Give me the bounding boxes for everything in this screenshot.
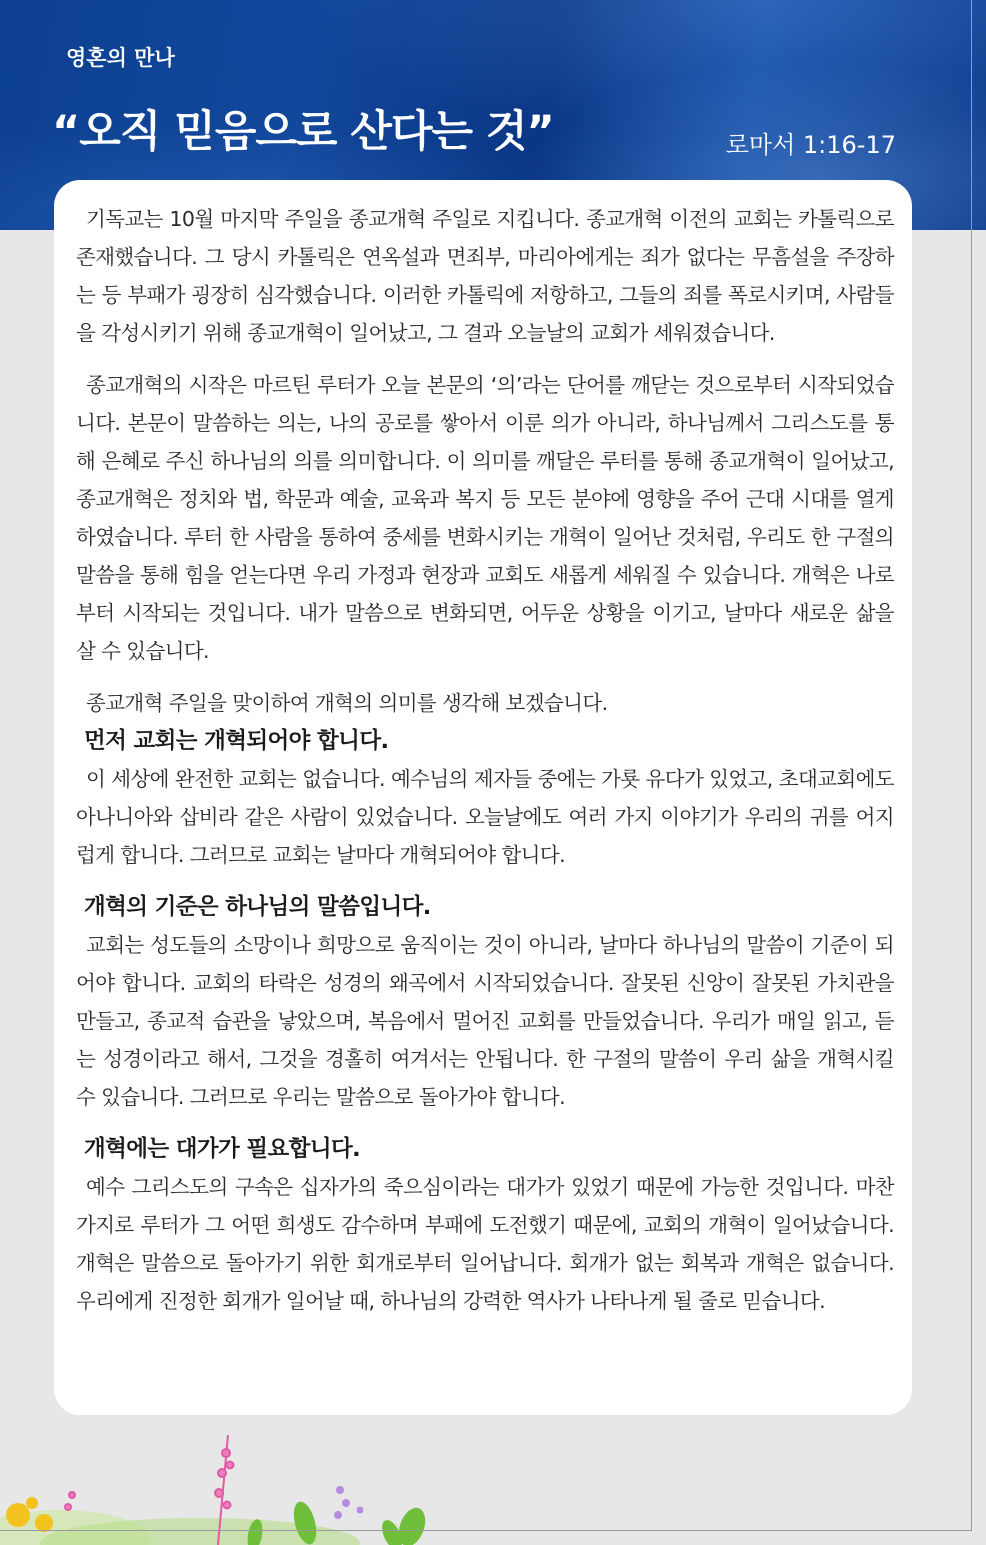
paragraph: 이 세상에 완전한 교회는 없습니다. 예수님의 제자들 중에는 가룟 유다가 있었고, 초대교회에도 아나니아와 삽비라 같은 사람이 있었습니다. 오늘날에도 여러 가지 이야기가 우리의 귀를 어지럽게 합니다. 그러므로 교회는 날마다 개혁되어야 합니다. [76, 767, 894, 867]
section-label: 영혼의 만나 [66, 46, 175, 70]
section-heading: 개혁에는 대가가 필요합니다. [84, 1136, 361, 1162]
section-heading: 먼저 교회는 개혁되어야 합니다. [84, 728, 389, 754]
paragraph: 예수 그리스도의 구속은 십자가의 죽으심이라는 대가가 있었기 때문에 가능한 것입니다. 마찬가지로 루터가 그 어떤 희생도 감수하며 부패에 도전했기 때문에, 교회의 개혁이 일어났습니다. 개혁은 말씀으로 돌아가기 위한 회개로부터 일어납니다. 회개가 없는 회복과 개혁은 없습니다. 우리에게 진정한 회개가 일어날 때, 하나님의 강력한 역사가 나타나게 될 줄로 믿습니다. [76, 1175, 894, 1313]
paragraph: 교회는 성도들의 소망이나 희망으로 움직이는 것이 아니라, 날마다 하나님의 말씀이 기준이 되어야 합니다. 교회의 타락은 성경의 왜곡에서 시작되었습니다. 잘못된 신앙이 잘못된 가치관을 만들고, 종교적 습관을 낳았으며, 복음에서 멀어진 교회를 만들었습니다. 우리가 매일 읽고, 듣는 성경이라고 해서, 그것을 경홀히 여겨서는 안됩니다. 한 구절의 말씀이 우리 삶을 개혁시킬 수 있습니다. 그러므로 우리는 말씀으로 돌아가야 합니다. [76, 933, 894, 1109]
section-heading: 개혁의 기준은 하나님의 말씀입니다. [84, 894, 431, 920]
frame-border [0, 1530, 972, 1531]
paragraph: 종교개혁 주일을 맞이하여 개혁의 의미를 생각해 보겠습니다. [86, 691, 608, 715]
article-body [76, 200, 894, 1320]
frame-border [971, 0, 972, 1530]
scripture-reference: 로마서 1:16-17 [725, 131, 896, 159]
paragraph: 종교개혁의 시작은 마르틴 루터가 오늘 본문의 ‘의’라는 단어를 깨닫는 것으로부터 시작되었습니다. 본문이 말씀하는 의는, 나의 공로를 쌓아서 이룬 의가 아니라, 하나님께서 그리스도를 통해 은혜로 주신 하나님의 의를 의미합니다. 이 의미를 깨달은 루터를 통해 종교개혁이 일어났고, 종교개혁은 정치와 법, 학문과 예술, 교육과 복지 등 모든 분야에 영향을 주어 근대 시대를 열게 하였습니다. 루터 한 사람을 통하여 중세를 변화시키는 개혁이 일어난 것처럼, 우리도 한 구절의 말씀을 통해 힘을 얻는다면 우리 가정과 현장과 교회도 새롭게 세워질 수 있습니다. 개혁은 나로부터 시작되는 것입니다. 내가 말씀으로 변화되면, 어두운 상황을 이기고, 날마다 새로운 삶을 살 수 있습니다. [76, 373, 894, 663]
page-title: “오직 믿음으로 산다는 것” [52, 107, 554, 157]
paragraph: 기독교는 10월 마지막 주일을 종교개혁 주일로 지킵니다. 종교개혁 이전의 교회는 카톨릭으로 존재했습니다. 그 당시 카톨릭은 연옥설과 면죄부, 마리아에게는 죄가 없다는 무흠설을 주장하는 등 부패가 굉장히 심각했습니다. 이러한 카톨릭에 저항하고, 그들의 죄를 폭로시키며, 사람들을 각성시키기 위해 종교개혁이 일어났고, 그 결과 오늘날의 교회가 세워졌습니다. [76, 207, 894, 345]
flower-decoration [0, 1415, 500, 1545]
